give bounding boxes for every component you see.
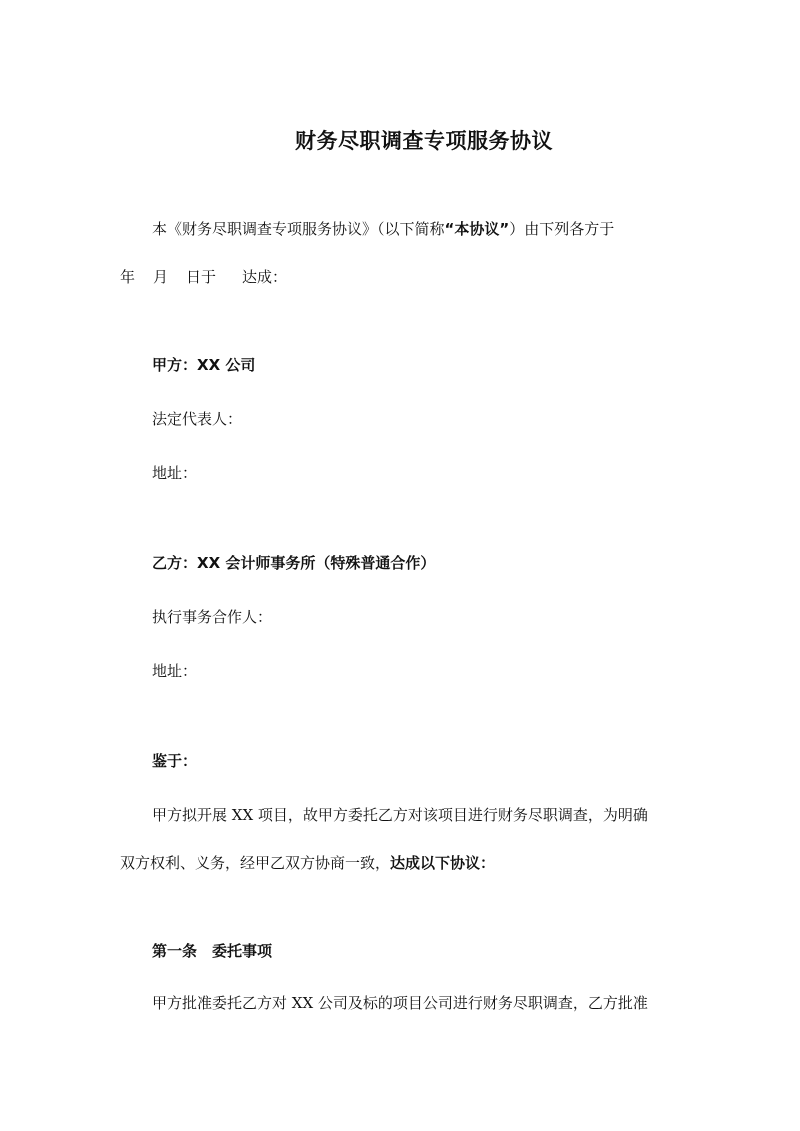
intro-agreement-short-name: “本协议” <box>444 220 510 238</box>
intro-line-2 <box>120 267 287 287</box>
whereas-line-2 <box>120 853 495 873</box>
party-a-heading: 甲方：XX 公司 <box>152 356 256 374</box>
intro-text-c: ）由下列各方于 <box>509 220 615 238</box>
party-b-partner-label: 执行事务合作人： <box>152 608 273 626</box>
whereas-line-2-bold: 达成以下协议： <box>390 854 496 872</box>
document-title: 财务尽职调查专项服务协议 <box>295 129 553 153</box>
intro-year-label: 年 <box>120 268 136 286</box>
intro-month-label: 月 <box>153 268 169 286</box>
party-b-heading: 乙方：XX 会计师事务所（特殊普通合作） <box>152 554 436 572</box>
article-1-line-1: 甲方批准委托乙方对 XX 公司及标的项目公司进行财务尽职调查，乙方批准 <box>152 994 648 1012</box>
intro-day-label: 日于 <box>186 268 217 286</box>
party-a-representative-label: 法定代表人： <box>152 410 243 428</box>
whereas-heading: 鉴于： <box>152 752 198 770</box>
whereas-line-2-text: 双方权利、义务，经甲乙双方协商一致， <box>120 854 391 872</box>
party-b-address-label: 地址： <box>152 662 198 680</box>
intro-line-1 <box>152 219 614 239</box>
article-1-heading: 第一条 委托事项 <box>152 942 273 960</box>
whereas-line-1: 甲方拟开展 XX 项目，故甲方委托乙方对该项目进行财务尽职调查，为明确 <box>152 806 648 824</box>
intro-end-text: 达成： <box>242 268 288 286</box>
party-a-address-label: 地址： <box>152 464 198 482</box>
intro-text-a: 本《财务尽职调查专项服务协议》（以下简称 <box>152 220 445 238</box>
